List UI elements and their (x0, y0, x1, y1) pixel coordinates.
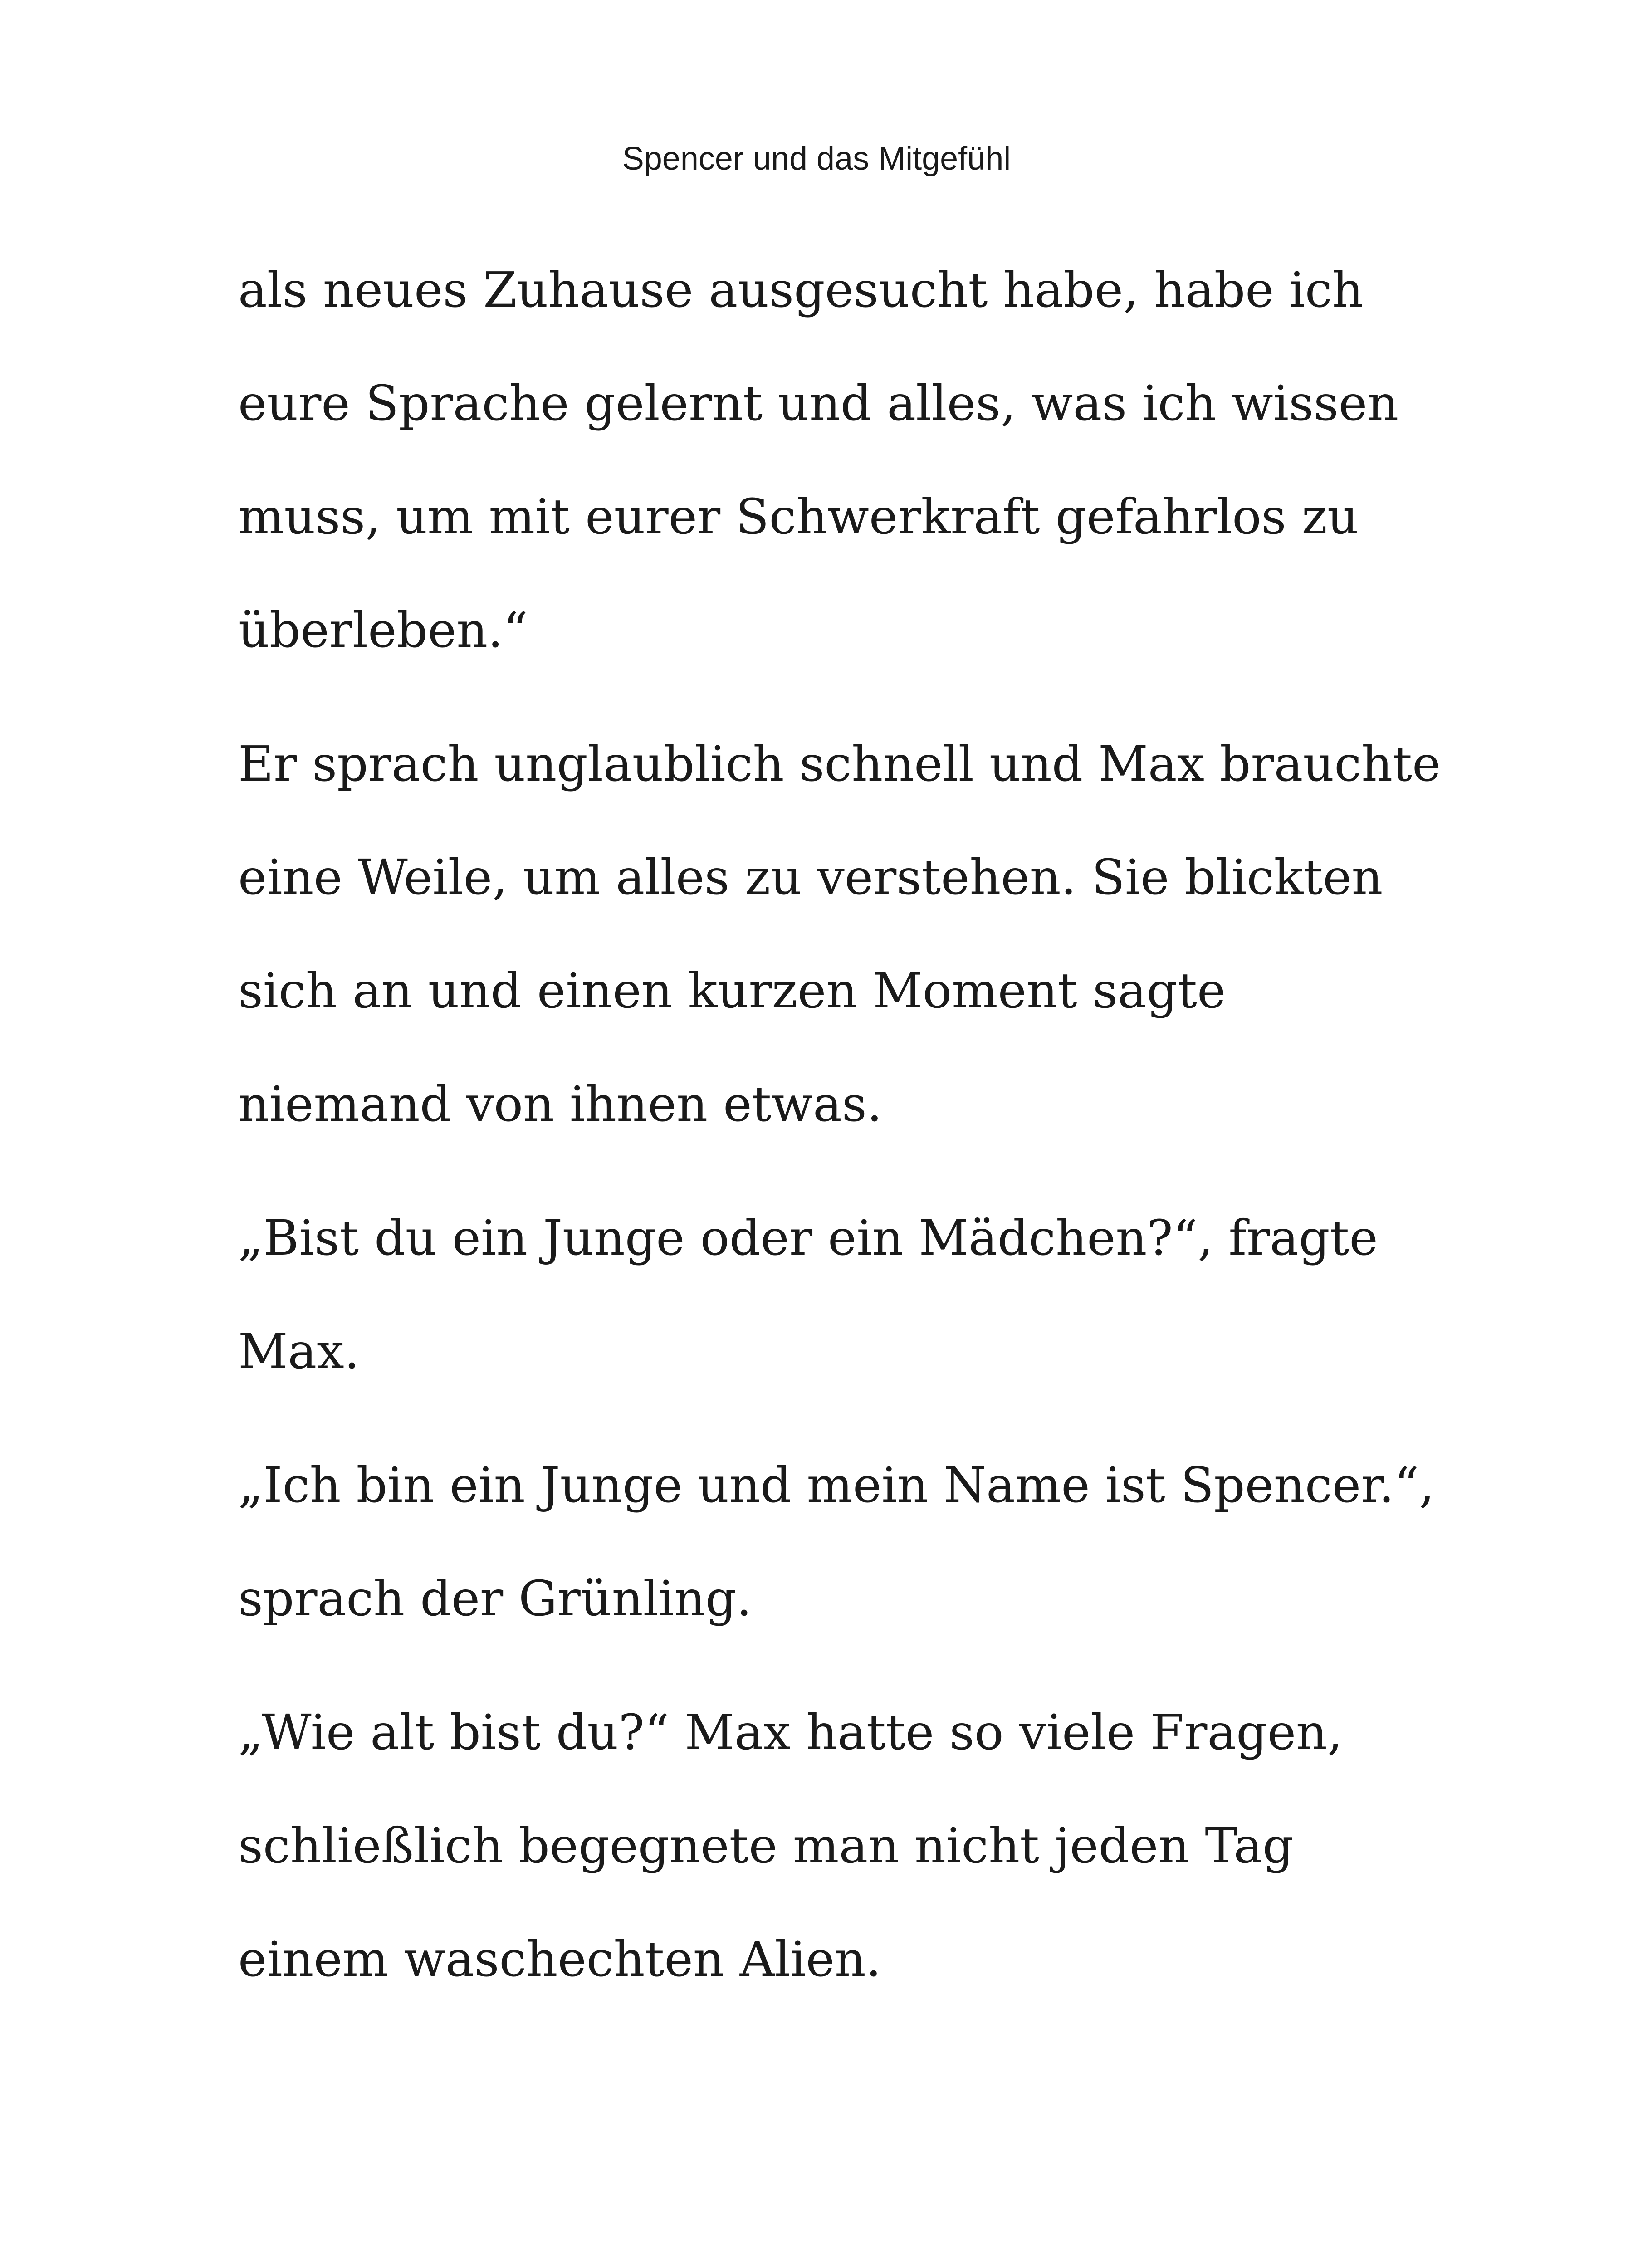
text-line: sich an und einen kurzen Moment sagte (238, 963, 1226, 1019)
text-line: eure Sprache gelernt und alles, was ich wissen (238, 376, 1399, 432)
text-line: „Wie alt bist du?“ Max hatte so viele Fragen, (238, 1705, 1343, 1761)
paragraph-3 (238, 1182, 1486, 1408)
body-text (238, 234, 1486, 2037)
text-line: als neues Zuhause ausgesucht habe, habe ich (238, 262, 1364, 318)
text-line: sprach der Grünling. (238, 1571, 752, 1627)
paragraph-4 (238, 1429, 1486, 1656)
text-line: eine Weile, um alles zu verstehen. Sie blickten (238, 850, 1383, 906)
text-line: „Bist du ein Junge oder ein Mädchen?“, fragte (238, 1210, 1378, 1266)
text-line: niemand von ihnen etwas. (238, 1076, 882, 1133)
text-line: Er sprach unglaublich schnell und Max brauchte (238, 736, 1441, 792)
paragraph-2 (238, 708, 1486, 1161)
text-line: schließlich begegnete man nicht jeden Tag (238, 1818, 1294, 1874)
text-line: „Ich bin ein Junge und mein Name ist Spencer.“, (238, 1457, 1435, 1514)
text-line: einem waschechten Alien. (238, 1931, 881, 1988)
text-line: muss, um mit eurer Schwerkraft gefahrlos zu (238, 489, 1359, 545)
paragraph-5 (238, 1676, 1486, 2016)
text-line: Max. (238, 1324, 360, 1380)
paragraph-1 (238, 234, 1486, 687)
text-line: überleben.“ (238, 602, 528, 659)
running-head-title: Spencer und das Mitgefühl (622, 141, 1011, 177)
